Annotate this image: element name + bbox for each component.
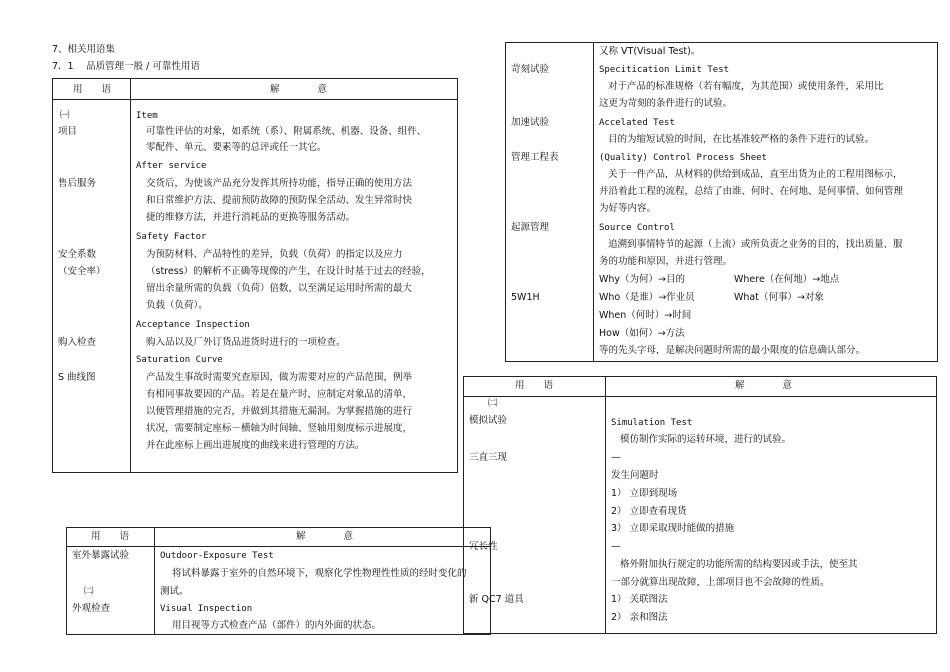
term-english: After service bbox=[136, 161, 207, 171]
glossary-table-2 bbox=[66, 527, 491, 635]
definition-line: 模仿制作实际的运转环境，进行的试验。 bbox=[620, 434, 792, 445]
term-label: S 曲线图 bbox=[58, 372, 96, 383]
definition-line: 一部分就算出现故障，上部项目也不会故障的性质。 bbox=[611, 577, 830, 588]
definition-line: 这更为苛刻的条件进行的试验。 bbox=[599, 98, 733, 109]
term-label: 管理工程表 bbox=[511, 152, 559, 163]
definition-line: 关于一件产品，从材料的供给到成品，直至出货为止的工程用图标示， bbox=[608, 169, 903, 180]
table-1-header-term: 用 语 bbox=[73, 84, 112, 95]
definition-line: 发生问题时 bbox=[611, 470, 659, 481]
dash-mark: — bbox=[611, 541, 621, 552]
term-label: 项目 bbox=[58, 126, 78, 137]
term-label: 苛刻试验 bbox=[511, 64, 550, 75]
definition-line: 等的先头字母，是解决问题时所需的最小限度的信息确认部分。 bbox=[599, 345, 866, 356]
term-english: Saturation Curve bbox=[136, 355, 223, 365]
definition-line: 零配件、单元、要素等的总评或任一其它。 bbox=[146, 142, 327, 153]
term-english: Outdoor-Exposure Test bbox=[160, 551, 274, 561]
group-mark: ㈡ bbox=[488, 398, 498, 409]
table-4-column-divider bbox=[605, 376, 606, 634]
term-label: 加速试验 bbox=[511, 117, 550, 128]
list-item: 2） 亲和图法 bbox=[611, 612, 668, 623]
definition-line: 对于产品的标准规格（若有幅度，为其范围）或使用条件，采用比 bbox=[608, 81, 884, 92]
term-english: Accelated Test bbox=[599, 118, 675, 128]
term-english: Simulation Test bbox=[611, 418, 693, 428]
table-3-column-divider bbox=[593, 42, 594, 362]
group-mark: ㈡ bbox=[84, 586, 94, 597]
definition-line: 又称 VT(Visual Test)。 bbox=[599, 46, 701, 57]
table-2-header-divider bbox=[66, 546, 491, 547]
table-2-header-term: 用 语 bbox=[91, 531, 130, 542]
term-label: 起源管理 bbox=[511, 222, 550, 233]
definition-line: 以便管理措施的完否，并做到其措施无漏洞。为掌握措施的进行 bbox=[146, 406, 413, 417]
list-item: 1） 立即到现场 bbox=[611, 488, 678, 499]
term-label: 新 QC7 道具 bbox=[469, 594, 524, 605]
definition-line: 和日常维护方法、提前预防故障的预防保全活动、发生异常时快 bbox=[146, 195, 413, 206]
definition-line: 并沿着此工程的流程，总结了由谁、何时、在何地、是何事情、如何管理 bbox=[599, 186, 904, 197]
5w1h-item: When（何时）→时间 bbox=[599, 310, 692, 321]
5w1h-item: Why（为何）→目的 bbox=[599, 274, 685, 285]
term-label: 5W1H bbox=[511, 292, 540, 303]
definition-line: 负载（负荷）。 bbox=[146, 300, 208, 311]
definition-line: 捷的维修方法，并进行消耗品的更换等服务活动。 bbox=[146, 212, 356, 223]
definition-line: 产品发生事故时需要究查原因，做为需要对应的产品范围，例举 bbox=[146, 372, 413, 383]
list-item: 3） 立即采取现时能做的措施 bbox=[611, 523, 735, 534]
table-4-header-term: 用 语 bbox=[515, 380, 554, 391]
table-1-header-meaning: 解 意 bbox=[270, 84, 328, 95]
term-label: 模拟试验 bbox=[469, 415, 508, 426]
definition-line: （stress）的解析不正确等现像的产生，在设计时基于过去的经验， bbox=[146, 266, 431, 277]
5w1h-item: What（何事）→对象 bbox=[734, 292, 824, 303]
table-2-header-meaning: 解 意 bbox=[296, 531, 354, 542]
5w1h-item: How（如何）→方法 bbox=[599, 328, 685, 339]
definition-line: 务的功能和原因，并进行管理。 bbox=[599, 256, 733, 267]
section-heading: 7、相关用语集 bbox=[52, 44, 116, 55]
term-english: Safety Factor bbox=[136, 232, 207, 242]
term-label: 安全系数 bbox=[58, 249, 97, 260]
term-label: 购入检查 bbox=[58, 337, 97, 348]
list-item: 2） 立即查看现货 bbox=[611, 506, 687, 517]
5w1h-item: Who（是谁）→作业员 bbox=[599, 292, 695, 303]
subsection-heading: 7．1 品质管理一般 / 可靠性用语 bbox=[52, 61, 200, 72]
term-label: 售后服务 bbox=[58, 178, 97, 189]
5w1h-item: Where（在何地）→地点 bbox=[734, 274, 840, 285]
term-label: 外观检查 bbox=[72, 603, 111, 614]
term-english: Visual Inspection bbox=[160, 604, 253, 614]
table-4-header-meaning: 解 意 bbox=[735, 380, 793, 391]
term-label: 室外暴露试验 bbox=[72, 550, 130, 561]
definition-line: 追溯到事情特节的起源（上流）或所负责之业务的目的，找出质量、服 bbox=[608, 239, 903, 250]
definition-line: 为预防材料、产品特性的差异，负载（负荷）的指定以及应力 bbox=[146, 249, 403, 260]
definition-line: 格外附加执行规定的功能所需的结构要因或手法，使至其 bbox=[620, 559, 858, 570]
definition-line: 测试。 bbox=[160, 586, 189, 597]
definition-line: 将试料暴露于室外的自然环境下，观察化学性物理性性质的经时变化的 bbox=[172, 568, 467, 579]
definition-line: 留出余量所需的负载（负荷）倍数，以至满足运用时所需的最大 bbox=[146, 283, 413, 294]
table-2-column-divider bbox=[154, 527, 155, 635]
group-mark: ㈠ bbox=[60, 110, 70, 121]
term-label-sub: （安全率） bbox=[58, 266, 106, 277]
term-english: Acceptance Inspection bbox=[136, 320, 250, 330]
term-english: Specitication Limit Test bbox=[599, 65, 730, 75]
table-4-header-divider bbox=[463, 396, 937, 397]
glossary-table-4 bbox=[463, 376, 937, 634]
definition-line: 用目视等方式检查产品（部件）的内外面的状态。 bbox=[172, 620, 382, 631]
table-1-column-divider bbox=[130, 78, 131, 473]
table-1-header-divider bbox=[52, 99, 458, 100]
definition-line: 目的为缩短试验的时间，在比基准较严格的条件下进行的试验。 bbox=[608, 134, 875, 145]
term-english: Item bbox=[136, 111, 158, 121]
definition-line: 可靠性评估的对象，如系统（系）、附属系统、机器、设备、组件、 bbox=[146, 126, 427, 137]
term-english: (Quality) Control Process Sheet bbox=[599, 153, 767, 163]
term-label: 三直三现 bbox=[469, 452, 508, 463]
definition-line: 有相同事故要因的产品。若是在量产时，应制定对象品的清单， bbox=[146, 389, 413, 400]
list-item: 1） 关联图法 bbox=[611, 594, 668, 605]
definition-line: 购入品以及厂外订货品进货时进行的一项检查。 bbox=[146, 337, 346, 348]
definition-line: 并在此座标上画出进展度的曲线来进行管理的方法。 bbox=[146, 440, 365, 451]
dash-mark: — bbox=[611, 452, 621, 463]
term-label: 冗长性 bbox=[469, 541, 498, 552]
definition-line: 为好等内容。 bbox=[599, 203, 657, 214]
term-english: Source Control bbox=[599, 223, 675, 233]
definition-line: 状况，需要制定座标－横轴为时间轴、竖轴用刻度标示进展度， bbox=[146, 423, 413, 434]
definition-line: 交货后，为使该产品充分发挥其所持功能，指导正确的使用方法 bbox=[146, 178, 413, 189]
